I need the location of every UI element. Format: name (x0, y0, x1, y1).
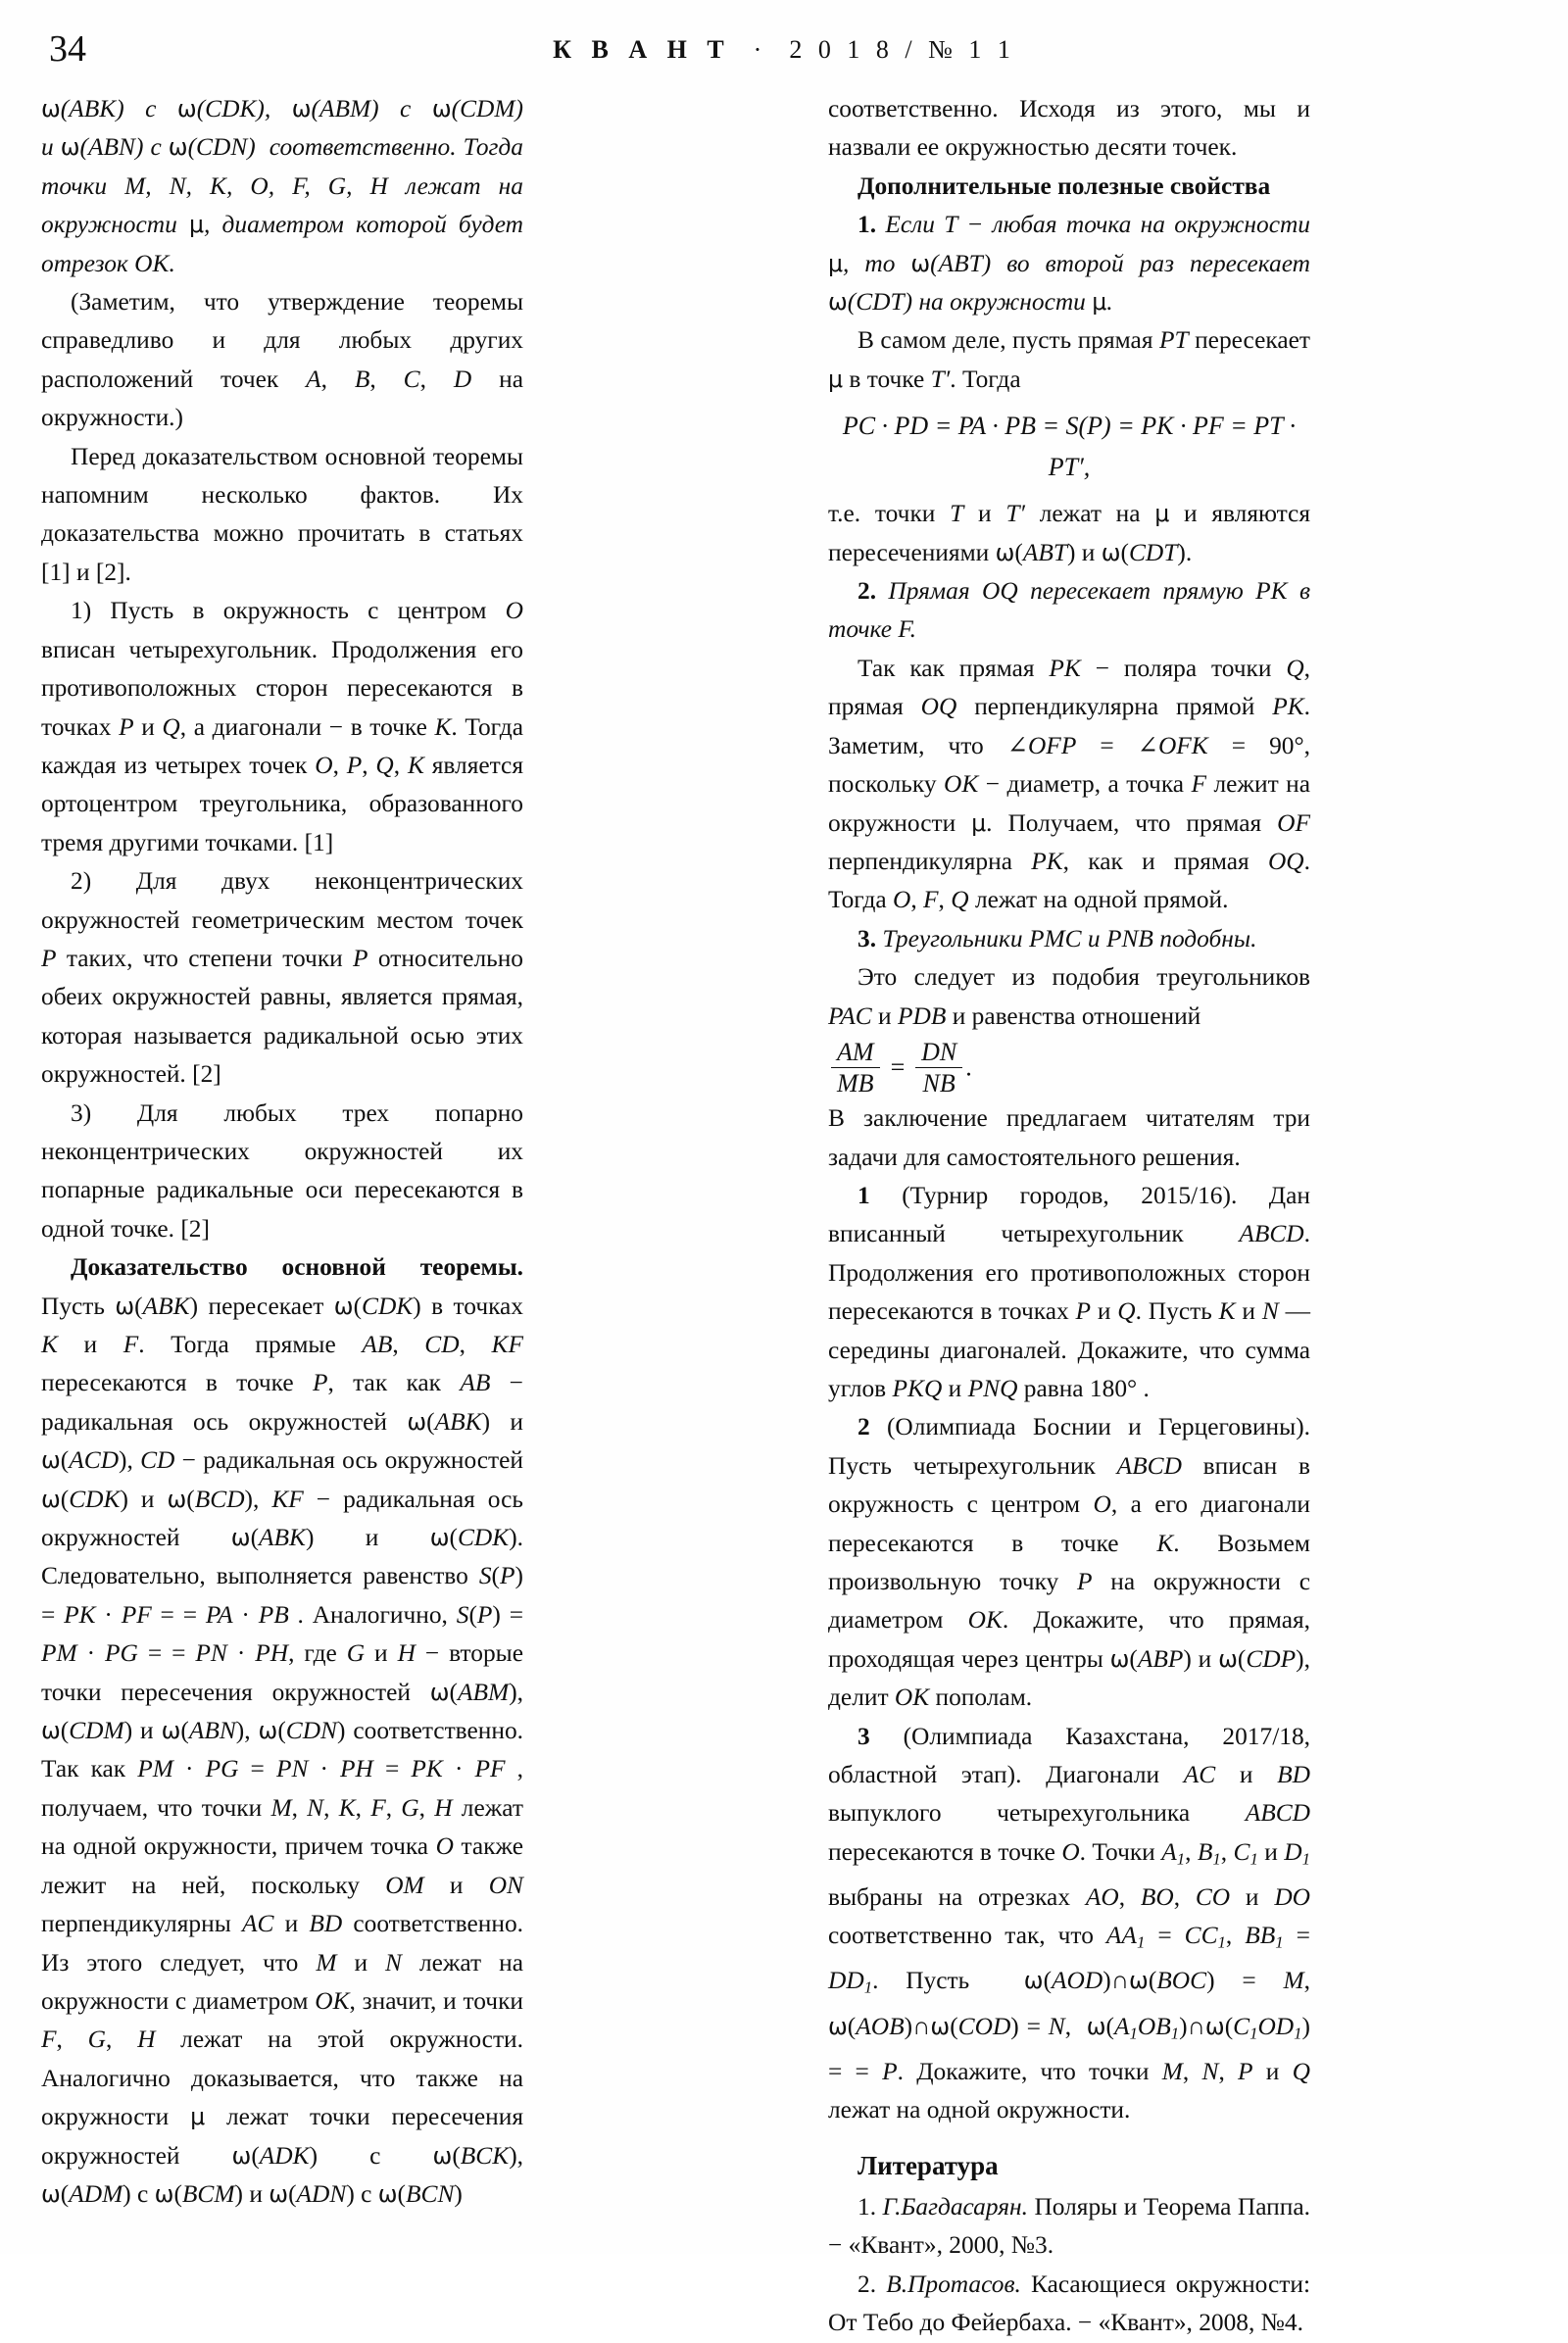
fraction-right-denominator: NB (915, 1067, 962, 1098)
paragraph-problem-1: 1 (Турнир городов, 2015/16). Дан вписанный четырехугольник ABCD. Продолжения его противоположных сторон пересекаются в точках P и Q. Пусть K и N — середины диагоналей. Докажите, что сумма углов PKQ и PNQ равна 180° . (828, 1181, 1310, 1402)
display-equation-power-of-point: PC · PD = PA · PB = S(P) = PK · PF = PT · PT′, (842, 412, 1297, 482)
reference-item (828, 2266, 1310, 2343)
running-head (0, 27, 1568, 71)
paragraph-problem-2: 2 (Олимпиада Боснии и Герцеговины). Пусть четырехугольник ABCD вписан в окружность с центром O, а его диагонали пересекаются в точке K. Возьмем произвольную точку P на окружности с диаметром OK. Докажите, что прямая, проходящая через центры ω(ABP) и ω(CDP), делит OK пополам. (828, 1413, 1311, 1712)
references-section (828, 2147, 1310, 2342)
fraction-period: . (965, 1052, 972, 1082)
paragraph-ten-points-circle: соответственно. Исходя из этого, мы и назвали ее окружностью десяти точек. (828, 95, 1310, 162)
proof-heading: Доказательство основной теоремы. (71, 1253, 523, 1282)
fraction-left-numerator: AM (837, 1037, 874, 1066)
journal-name: К В А Н Т (553, 35, 731, 64)
reference-number: 2. (858, 2270, 877, 2298)
reference-number: 1. (858, 2192, 877, 2221)
property-2-number: 2. (858, 577, 877, 606)
paragraph-property-1-proof-b: т.е. точки T и T′ лежат на μ и являются пересечениями ω(ABT) и ω(CDT). (828, 500, 1311, 566)
reference-author: Г.Багдасарян. (882, 2192, 1028, 2221)
fraction-left (831, 1038, 880, 1098)
paragraph-property-3: 3. Треугольники PMC и PNB подобны. (858, 924, 1257, 952)
fraction-left-denominator: MB (831, 1067, 880, 1098)
paragraph-main-proof: Доказательство основной теоремы. Пусть ω(ABK) пересекает ω(CDK) в точках K и F. Тогда прямые AB, CD, KF пересекаются в точке P, так как AB − радикальная ось окружностей ω(ABK) и ω(ACD), CD − радикальная ось окружностей ω(CDK) и ω(BCD), KF − радикальная ось окружностей ω(ABK) и ω(CDK). Следовательно, выполняется равенство S(P) = PK · PF = = PA · PB . Аналогично, S(P) = PM · PG = = PN · PH, где G и H − вторые точки пересечения окружностей ω(ABM), ω(CDM) и ω(ABN), ω(CDN) соответственно. Так как PM · PG = PN · PH = PK · PF , получаем, что точки M, N, K, F, G, H лежат на одной окружности, причем точка O также лежит на ней, поскольку OM и ON перпендикулярны AC и BD соответственно. Из этого следует, что M и N лежат на окружности с диаметром OK, значит, и точки F, G, H лежат на этой окружности. Аналогично доказывается, что также на окружности μ лежат точки пересечения окружностей ω(ADK) c ω(BCK), ω(ADM) c ω(BCM) и ω(ADN) c ω(BCN) (41, 1253, 524, 2208)
references-heading: Литература (858, 2151, 999, 2181)
heading-extra-properties: Дополнительные полезные свойства (858, 171, 1271, 200)
issue-label: 2 0 1 8 / № 1 1 (789, 35, 1015, 64)
left-column (41, 90, 523, 2214)
right-column (828, 90, 1310, 2343)
journal-masthead (0, 33, 1568, 67)
problem-3-number: 3 (858, 1722, 870, 1750)
problem-2-number: 2 (858, 1413, 870, 1441)
paragraph-fact-3: 3) Для любых трех попарно неконцентрических окружностей их попарные радикальные оси пересекаются в одной точке. [2] (41, 1098, 523, 1243)
paragraph-problem-3: 3 (Олимпиада Казахстана, 2017/18, областной этап). Диагонали AC и BD выпуклого четырехугольника ABCD пересекаются в точке O. Точки $A_1$, $B_1$, $C_1$ и $D_1$ выбраны на отрезках AO, BO, CO и DO соответственно так, что $AA_1 = CC_1$, $BB_1 = DD_1$. Пусть ω(AOD)∩ω(BOC) = M, ω(AOB)∩ω(COD) = N, $\omega(A_1OB_1)\cap\omega(C_1OD_1)$ = = P. Докажите, что точки M, N, P и Q лежат на одной окружности. (828, 1722, 1311, 2124)
masthead-separator: · (753, 35, 767, 64)
paragraph-property-2: 2. Прямая OQ пересекает прямую PK в точке F. (828, 577, 1310, 644)
paragraph-property-3-proof: Это следует из подобия треугольников PAC и PDB и равенства отношений (828, 963, 1310, 1030)
paragraph-fact-1: 1) Пусть в окружность с центром O вписан четырехугольник. Продолжения его противоположных сторон пересекаются в точках P и Q, а диагонали − в точке K. Тогда каждая из четырех точек O, P, Q, K является ортоцентром треугольника, образованного тремя другими точками. [1] (41, 597, 523, 856)
property-1-number: 1. (858, 211, 877, 239)
paragraph-property-1: 1. Если T − любая точка на окружности μ, то ω(ABT) во второй раз пересекает ω(CDT) на окружности μ. (828, 211, 1310, 317)
paragraph-remark-any-positions: (Заметим, что утверждение теоремы справедливо и для любых других расположений точек A, B, C, D на окружности.) (41, 288, 523, 432)
reference-author: В.Протасов. (886, 2270, 1021, 2298)
fraction-right (915, 1038, 962, 1098)
page-number: 34 (49, 28, 86, 70)
fraction-right-numerator: DN (921, 1037, 957, 1066)
fraction-equation-am-mb (828, 1037, 1310, 1099)
paragraph-before-proof: Перед доказательством основной теоремы напомним несколько фактов. Их доказательства можно прочитать в статьях [1] и [2]. (41, 442, 523, 586)
reference-title: Касающиеся окружности: От Тебо до Фейербаха. − «Квант», 2008, №4. (828, 2270, 1310, 2337)
paragraph-property-1-proof-a: В самом деле, пусть прямая PT пересекает μ в точке T′. Тогда (828, 326, 1310, 393)
problem-1-number: 1 (858, 1181, 870, 1209)
fraction-equals-sign: = (889, 1052, 906, 1082)
property-3-number: 3. (858, 924, 877, 952)
paragraph-theorem-tail: ω(ABK) c ω(CDK), ω(ABM) c ω(CDM) и ω(ABN) c ω(CDN) соответственно. Тогда точки M, N, K, O, F, G, H лежат на окружности μ, диаметром которой будет отрезок OK. (41, 95, 523, 277)
paragraph-closing-intro: В заключение предлагаем читателям три задачи для самостоятельного решения. (828, 1104, 1310, 1171)
paragraph-fact-2: 2) Для двух неконцентрических окружностей геометрическим местом точек P таких, что степени точки P относительно обеих окружностей равны, является прямая, которая называется радикальной осью этих окружностей. [2] (41, 867, 523, 1089)
reference-title: Поляры и Теорема Паппа. − «Квант», 2000, №3. (828, 2192, 1310, 2260)
paragraph-property-2-proof: Так как прямая PK − поляра точки Q, прямая OQ перпендикулярна прямой PK. Заметим, что ∠OFP = ∠OFK = 90°, поскольку OK − диаметр, а точка F лежит на окружности μ. Получаем, что прямая OF перпендикулярна PK, как и прямая OQ. Тогда O, F, Q лежат на одной прямой. (828, 654, 1311, 914)
